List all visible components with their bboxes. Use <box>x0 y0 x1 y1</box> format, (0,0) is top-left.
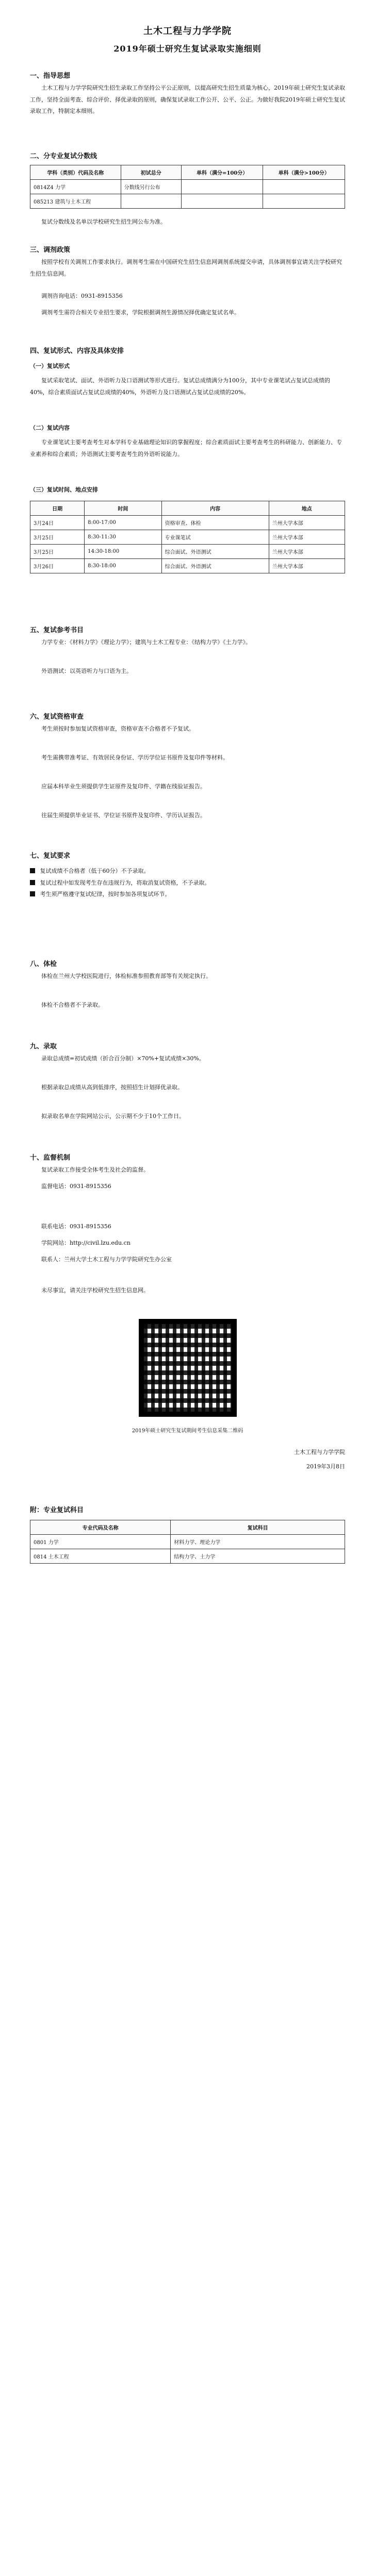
schedule-table-header-3: 内容 <box>161 501 269 516</box>
appendix-table <box>30 1520 345 1564</box>
score-table-cell <box>121 194 181 209</box>
appendix-heading: 附：专业复试科目 <box>30 1506 84 1514</box>
table-row <box>30 1535 345 1549</box>
section-1-paragraph: 土木工程与力学学院研究生招生录取工作坚持公平公正原则，以提高研究生招生质量为核心，2019年硕士研究生复试录取工作，坚持全面考查、综合评价、择优录取的原则，确保复试录取工作公开、公平、公正。为做好我院2019年硕士研究生复试录取工作，特制定本细则。 <box>30 84 345 115</box>
subsection-heading-4-3: （三）复试时间、地点安排 <box>30 486 98 493</box>
schedule-cell: 专业课笔试 <box>161 530 269 545</box>
square-bullet-icon <box>30 868 35 873</box>
score-table-header-2: 初试总分 <box>121 165 181 180</box>
date: 2019年3月8日 <box>306 1463 345 1470</box>
score-table-header-4: 单科（满分>100分） <box>263 165 345 180</box>
section-heading-1: 一、指导思想 <box>30 72 71 80</box>
section-6-paragraph-4: 往届生须提供毕业证书、学位证书原件及复印件、学历认证报告。 <box>41 812 206 819</box>
section-10-paragraph-1: 复试录取工作接受全体考生及社会的监督。 <box>41 1166 149 1173</box>
section-10-paragraph-2: 监督电话：0931-8915356 <box>41 1183 111 1190</box>
qr-block <box>30 1319 345 1417</box>
schedule-cell: 资格审查、体检 <box>161 516 269 530</box>
section-5-paragraph-2: 外语测试：以英语听力与口语为主。 <box>41 668 132 674</box>
square-bullet-icon <box>30 880 35 885</box>
bullet-item <box>30 877 345 889</box>
schedule-cell: 3月25日 <box>30 545 85 559</box>
appendix-cell: 结构力学、土力学 <box>171 1549 345 1564</box>
document-title: 2019年硕士研究生复试录取实施细则 <box>113 44 262 54</box>
section-heading-3: 三、调剂政策 <box>30 246 71 254</box>
schedule-table <box>30 501 345 573</box>
schedule-cell: 综合面试、外语测试 <box>161 559 269 573</box>
score-table-header-3: 单科（满分=100分） <box>181 165 263 180</box>
section-6-paragraph-1: 考生须按时参加复试资格审查，资格审查不合格者不予复试。 <box>41 725 194 732</box>
closing-note: 未尽事宜，请关注学校研究生招生信息网。 <box>41 1287 149 1294</box>
section-3-paragraph-1: 按照学校有关调剂工作要求执行。调剂考生需在中国研究生招生信息网调剂系统提交申请，具体调剂事宜请关注学校研究生招生信息网。 <box>30 259 342 277</box>
score-table <box>30 165 345 209</box>
bullet-text: 复试过程中如发现考生存在违规行为，将取消复试资格，不予录取。 <box>40 879 210 886</box>
subsection-heading-4-1: （一）复试形式 <box>30 363 70 369</box>
appendix-table-header-2: 复试科目 <box>171 1520 345 1535</box>
schedule-cell: 3月26日 <box>30 559 85 573</box>
section-6-paragraph-2: 考生需携带准考证、有效居民身份证、学历学位证书原件及复印件等材料。 <box>41 754 229 761</box>
table-row <box>30 180 345 194</box>
section-8-paragraph-1: 体检在兰州大学校医院进行，体检标准参照教育部等有关规定执行。 <box>41 973 211 979</box>
schedule-cell: 8:30-18:00 <box>85 559 161 573</box>
section-9-paragraph-1: 录取总成绩=初试成绩（折合百分制）×70%+复试成绩×30%。 <box>41 1055 205 1062</box>
section-heading-2: 二、分专业复试分数线 <box>30 152 97 160</box>
section-heading-5: 五、复试参考书目 <box>30 626 84 634</box>
section-8-paragraph-2: 体检不合格者不予录取。 <box>41 1002 104 1008</box>
schedule-cell: 兰州大学本部 <box>269 530 345 545</box>
section-heading-4: 四、复试形式、内容及具体安排 <box>30 347 124 355</box>
bullet-text: 复试成绩不合格者（低于60分）不予录取。 <box>40 868 150 874</box>
table-row <box>30 530 345 545</box>
section-4-paragraph-2: 专业课笔试主要考查考生对本学科专业基础理论知识的掌握程度；综合素质面试主要考查考生的科研能力、创新能力、专业素养和综合素质；外语测试主要考查考生的外语听说能力。 <box>30 439 342 457</box>
score-table-cell <box>263 180 345 194</box>
contact-line-1: 联系电话：0931-8915356 <box>41 1223 111 1230</box>
schedule-cell: 兰州大学本部 <box>269 516 345 530</box>
section-6-paragraph-3: 应届本科毕业生须提供学生证原件及复印件、学籍在线验证报告。 <box>41 783 206 790</box>
appendix-table-header-1: 专业代码及名称 <box>30 1520 171 1535</box>
score-table-cell: 分数线另行公布 <box>121 180 181 194</box>
schedule-table-header-4: 地点 <box>269 501 345 516</box>
appendix-cell: 0814 土木工程 <box>30 1549 171 1564</box>
schedule-cell: 8:30-11:30 <box>85 530 161 545</box>
section-heading-8: 八、体检 <box>30 960 57 968</box>
bullet-item <box>30 866 345 877</box>
square-bullet-icon <box>30 891 35 896</box>
signature: 土木工程与力学学院 <box>294 1449 345 1455</box>
contact-line-3: 联系人：兰州大学土木工程与力学学院研究生办公室 <box>41 1256 172 1263</box>
score-table-cell: 0814Z4 力学 <box>30 180 121 194</box>
score-table-cell: 085213 建筑与土木工程 <box>30 194 121 209</box>
schedule-table-header-2: 时间 <box>85 501 161 516</box>
score-table-header-1: 学科（类别）代码及名称 <box>30 165 121 180</box>
score-table-cell <box>263 194 345 209</box>
schedule-cell: 3月25日 <box>30 530 85 545</box>
schedule-cell: 8:00-17:00 <box>85 516 161 530</box>
qr-caption: 2019年硕士研究生复试期间考生信息采集二维码 <box>132 1428 243 1434</box>
schedule-cell: 兰州大学本部 <box>269 559 345 573</box>
table-row <box>30 194 345 209</box>
schedule-cell: 3月24日 <box>30 516 85 530</box>
schedule-cell: 综合面试、外语测试 <box>161 545 269 559</box>
section-heading-7: 七、复试要求 <box>30 852 71 860</box>
section-heading-10: 十、监督机制 <box>30 1154 71 1162</box>
contact-line-2: 学院网站：http://civil.lzu.edu.cn <box>41 1240 131 1246</box>
bullet-item <box>30 889 345 901</box>
appendix-cell: 0801 力学 <box>30 1535 171 1549</box>
section-4-paragraph-1: 复试采取笔试、面试、外语听力及口语测试等形式进行。复试总成绩满分为100分，其中专业课笔试占复试总成绩的40%，综合素质面试占复试总成绩的40%，外语听力及口语测试占复试总成绩的20%。 <box>30 377 330 396</box>
school-title: 土木工程与力学学院 <box>143 26 232 37</box>
section-9-paragraph-2: 根据录取总成绩从高到低排序，按照招生计划择优录取。 <box>41 1084 183 1091</box>
table-row <box>30 545 345 559</box>
appendix-cell: 材料力学、理论力学 <box>171 1535 345 1549</box>
score-table-cell <box>181 180 263 194</box>
section-5-paragraph-1: 力学专业：《材料力学》《理论力学》；建筑与土木工程专业：《结构力学》《土力学》。 <box>41 639 251 646</box>
schedule-cell: 14:30-18:00 <box>85 545 161 559</box>
section-3-paragraph-2: 调剂咨询电话：0931-8915356 <box>41 293 123 299</box>
table-row <box>30 1549 345 1564</box>
section-2-note: 复试分数线及名单以学校研究生招生网公布为准。 <box>41 218 166 225</box>
table-row <box>30 516 345 530</box>
schedule-cell: 兰州大学本部 <box>269 545 345 559</box>
score-table-cell <box>181 194 263 209</box>
qr-code-image <box>139 1319 237 1417</box>
bullet-notice <box>30 866 345 901</box>
bullet-text: 考生须严格遵守复试纪律，按时参加各项复试环节。 <box>40 891 171 898</box>
schedule-table-header-1: 日期 <box>30 501 85 516</box>
subsection-heading-4-2: （二）复试内容 <box>30 425 70 431</box>
section-9-paragraph-3: 拟录取名单在学院网站公示，公示期不少于10个工作日。 <box>41 1113 185 1120</box>
section-heading-6: 六、复试资格审查 <box>30 713 84 721</box>
section-heading-9: 九、录取 <box>30 1043 57 1050</box>
table-row <box>30 559 345 573</box>
section-3-paragraph-3: 调剂考生需符合相关专业招生要求，学院根据调剂生源情况择优确定复试名单。 <box>41 309 240 316</box>
